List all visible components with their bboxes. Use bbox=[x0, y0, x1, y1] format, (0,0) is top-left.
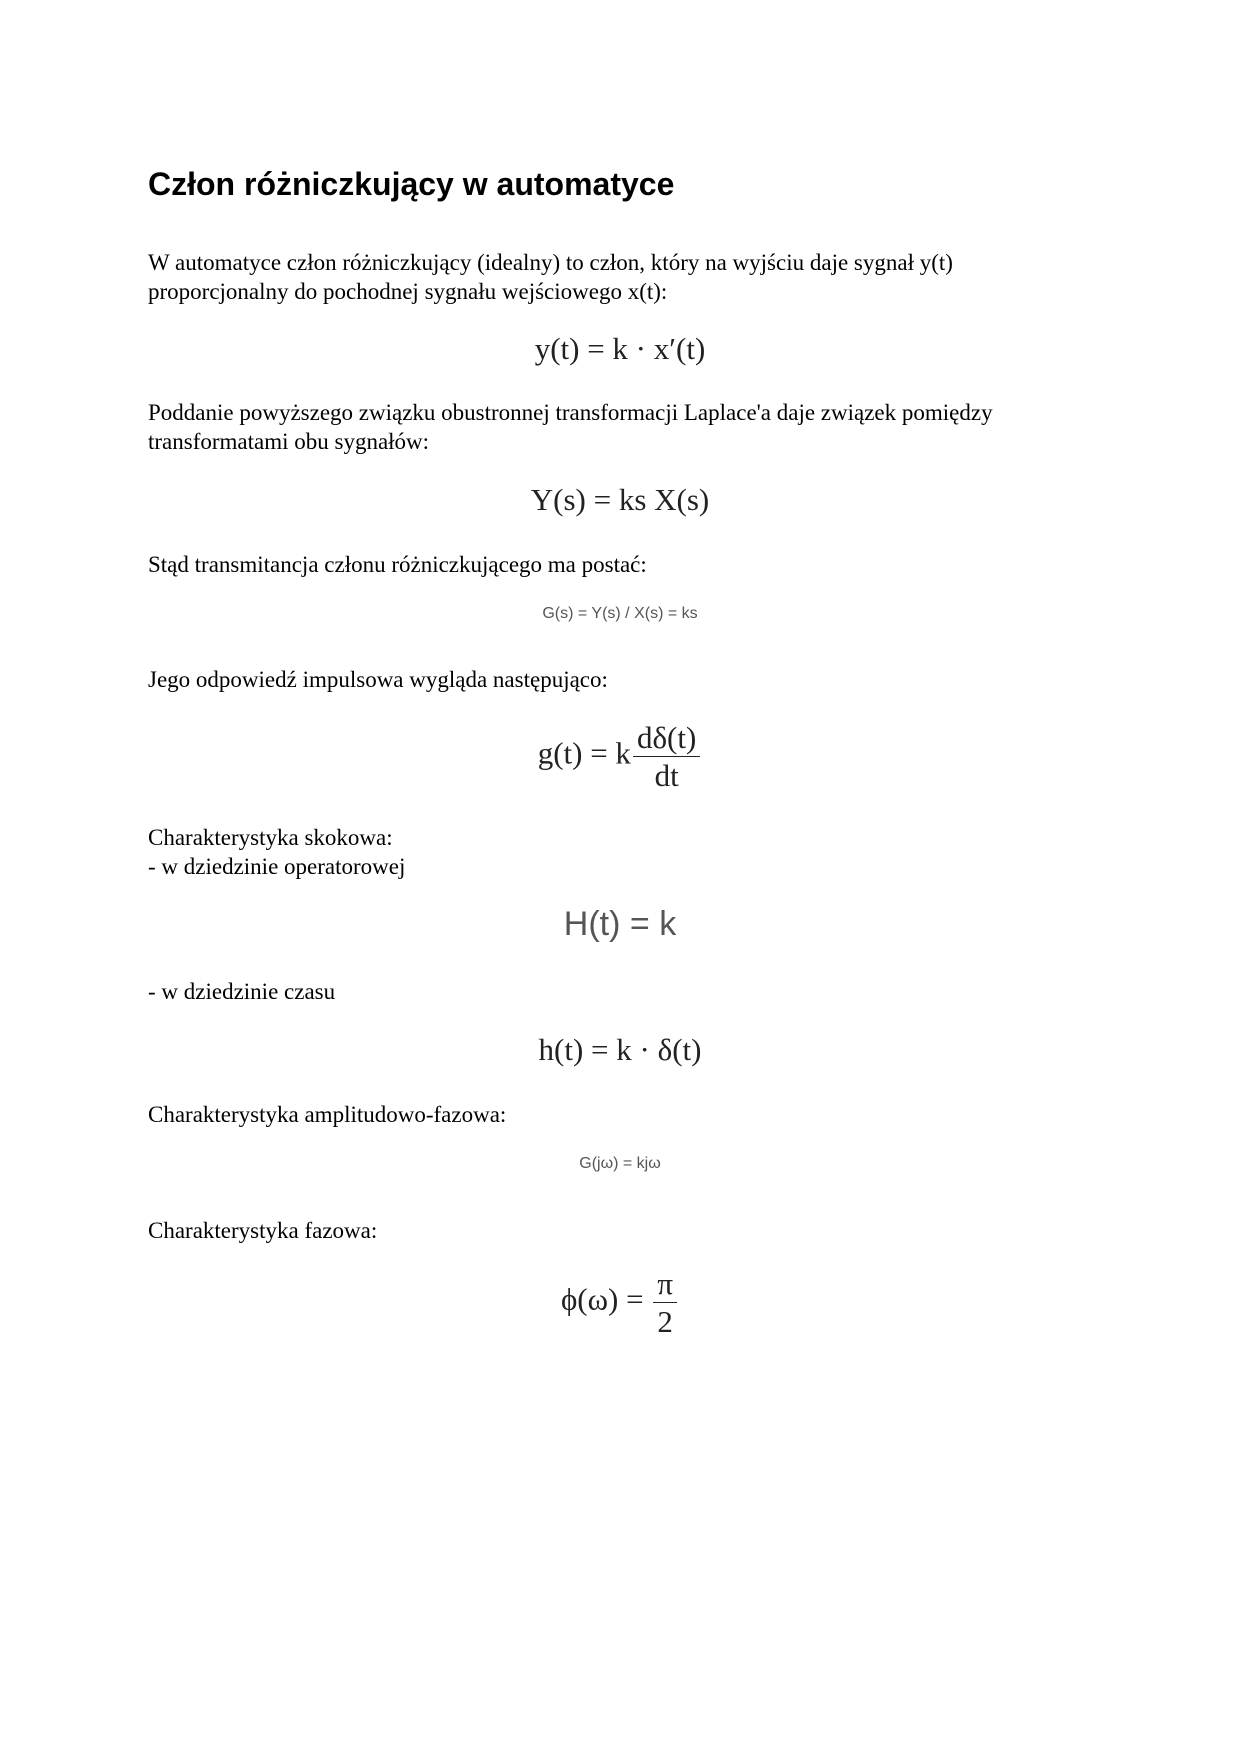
equation-step-operator: H(t) = k bbox=[563, 905, 677, 943]
phase-heading: Charakterystyka fazowa: bbox=[148, 1218, 378, 1243]
laplace-line-2: transformatami obu sygnałów: bbox=[148, 429, 430, 454]
equation-impulse-response bbox=[0, 722, 1240, 791]
step-paragraph bbox=[148, 823, 405, 881]
transfer-paragraph: Stąd transmitancja członu różniczkującego ma postać: bbox=[148, 552, 647, 577]
intro-paragraph bbox=[148, 248, 953, 306]
impulse-lhs: g(t) = k bbox=[537, 735, 631, 771]
step-operator-label: - w dziedzinie operatorowej bbox=[148, 854, 406, 879]
step-time-label: - w dziedzinie czasu bbox=[148, 979, 336, 1004]
page-title: Człon różniczkujący w automatyce bbox=[148, 166, 675, 202]
phase-denominator: 2 bbox=[657, 1304, 673, 1339]
laplace-line-1: Poddanie powyższego związku obustronnej transformacji Laplace'a daje związek pomiędzy bbox=[148, 400, 993, 425]
phase-numerator: π bbox=[653, 1268, 677, 1303]
impulse-paragraph: Jego odpowiedź impulsowa wygląda następująco: bbox=[148, 667, 608, 692]
impulse-numerator: dδ(t) bbox=[633, 722, 700, 757]
step-heading: Charakterystyka skokowa: bbox=[148, 825, 393, 850]
intro-line-2: proporcjonalny do pochodnej sygnału wejściowego x(t): bbox=[148, 279, 668, 304]
equation-amplitude-phase: G(jω) = kjω bbox=[579, 1155, 661, 1172]
equation-phase bbox=[0, 1268, 1240, 1337]
equation-output-definition: y(t) = k · x′(t) bbox=[534, 331, 706, 366]
phase-lhs: ϕ(ω) = bbox=[560, 1281, 644, 1317]
laplace-paragraph bbox=[148, 398, 993, 456]
intro-line-1: W automatyce człon różniczkujący (idealny) to człon, który na wyjściu daje sygnał y(t) bbox=[148, 250, 953, 275]
amp-phase-heading: Charakterystyka amplitudowo-fazowa: bbox=[148, 1102, 507, 1127]
impulse-denominator: dt bbox=[654, 758, 679, 793]
impulse-fraction bbox=[633, 722, 700, 791]
equation-step-time: h(t) = k · δ(t) bbox=[538, 1032, 702, 1067]
equation-transfer-function: G(s) = Y(s) / X(s) = ks bbox=[542, 605, 698, 622]
equation-laplace: Y(s) = ks X(s) bbox=[530, 482, 710, 517]
phase-fraction bbox=[653, 1268, 677, 1337]
